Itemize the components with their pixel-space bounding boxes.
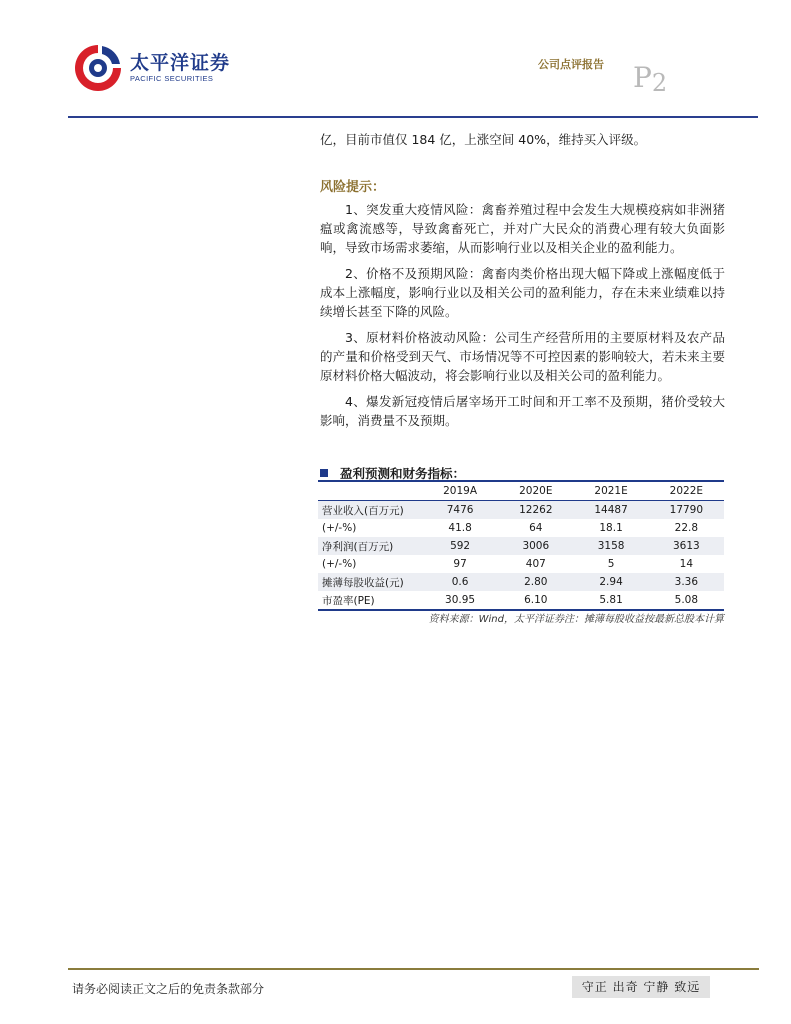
column-header: 2022E <box>649 481 724 501</box>
report-type: 公司点评报告 <box>538 58 604 71</box>
disclaimer-note: 请务必阅读正文之后的免责条款部分 <box>72 982 265 996</box>
row-label: 净利润(百万元) <box>318 537 422 555</box>
table-header-row <box>318 481 724 501</box>
forecast-table-container <box>318 480 724 611</box>
logo-mark-icon <box>72 42 124 94</box>
column-header: 2019A <box>422 481 498 501</box>
table-cell: 2.94 <box>573 573 648 591</box>
table-row <box>318 555 724 573</box>
table-cell: 12262 <box>498 501 573 520</box>
company-logo <box>72 42 232 94</box>
table-cell: 3613 <box>649 537 724 555</box>
table-cell: 5.08 <box>649 591 724 610</box>
table-cell: 14487 <box>573 501 648 520</box>
intro-paragraph: 亿，目前市值仅 184 亿，上涨空间 40%，维持买入评级。 <box>320 132 647 147</box>
table-cell: 41.8 <box>448 522 472 534</box>
table-cell: 22.8 <box>674 522 699 534</box>
table-cell: 97 <box>453 558 467 570</box>
table-cell: 3158 <box>573 537 648 555</box>
table-cell: 7476 <box>422 501 498 520</box>
risk-item: 2、价格不及预期风险：禽畜肉类价格出现大幅下降或上涨幅度低于成本上涨幅度，影响行业以及相关公司的盈利能力，存在未来业绩难以持续增长甚至下降的风险。 <box>320 266 725 319</box>
table-cell: 0.6 <box>422 573 498 591</box>
table-cell: 5 <box>607 558 615 570</box>
risk-list <box>320 200 725 437</box>
row-label: 摊薄每股收益(元) <box>318 573 422 591</box>
table-row <box>318 591 724 610</box>
table-cell: 3006 <box>498 537 573 555</box>
column-header: 2021E <box>573 481 648 501</box>
logo-name-cn: 太平洋证券 <box>130 52 231 74</box>
forecast-table <box>318 480 724 611</box>
column-header: 2020E <box>498 481 573 501</box>
row-label: (+/-%) <box>322 522 357 534</box>
table-cell: 5.81 <box>573 591 648 610</box>
risk-item: 3、原材料价格波动风险：公司生产经营所用的主要原材料及农产品的产量和价格受到天气、市场情况等不可控因素的影响较大，若未来主要原材料价格大幅波动，将会影响行业以及相关公司的盈利能力。 <box>320 330 725 383</box>
table-row <box>318 501 724 520</box>
table-cell: 592 <box>422 537 498 555</box>
page-number: $P_2$ <box>633 61 668 97</box>
table-cell: 6.10 <box>498 591 573 610</box>
column-header <box>318 481 422 501</box>
table-title: 盈利预测和财务指标： <box>320 464 465 482</box>
risk-item: 1、突发重大疫情风险：禽畜养殖过程中会发生大规模疫病如非洲猪瘟或禽流感等，导致禽畜死亡，并对广大民众的消费心理有较大负面影响，导致市场需求萎缩，从而影响行业以及相关企业的盈利能力。 <box>320 202 725 255</box>
table-cell: 2.80 <box>498 573 573 591</box>
company-motto: 守正 出奇 宁静 致远 <box>572 976 710 998</box>
row-label: 营业收入(百万元) <box>318 501 422 520</box>
table-row <box>318 573 724 591</box>
table-row <box>318 537 724 555</box>
row-label: (+/-%) <box>322 558 357 570</box>
table-source-note: 资料来源：Wind，太平洋证券注：摊薄每股收益按最新总股本计算 <box>428 614 724 625</box>
table-row <box>318 519 724 537</box>
table-cell: 407 <box>525 558 546 570</box>
logo-name-en: PACIFIC SECURITIES <box>130 74 214 83</box>
table-cell: 17790 <box>649 501 724 520</box>
table-cell: 14 <box>679 558 694 570</box>
risk-heading: 风险提示： <box>320 180 386 195</box>
table-cell: 30.95 <box>422 591 498 610</box>
risk-item: 4、爆发新冠疫情后屠宰场开工时间和开工率不及预期，猪价受较大影响，消费量不及预期。 <box>320 394 725 428</box>
table-cell: 3.36 <box>649 573 724 591</box>
header-divider <box>68 116 758 118</box>
table-cell: 64 <box>529 522 543 534</box>
table-cell: 18.1 <box>599 522 623 534</box>
square-bullet-icon <box>320 469 328 477</box>
row-label: 市盈率(PE) <box>318 591 422 610</box>
footer-divider <box>68 968 759 970</box>
